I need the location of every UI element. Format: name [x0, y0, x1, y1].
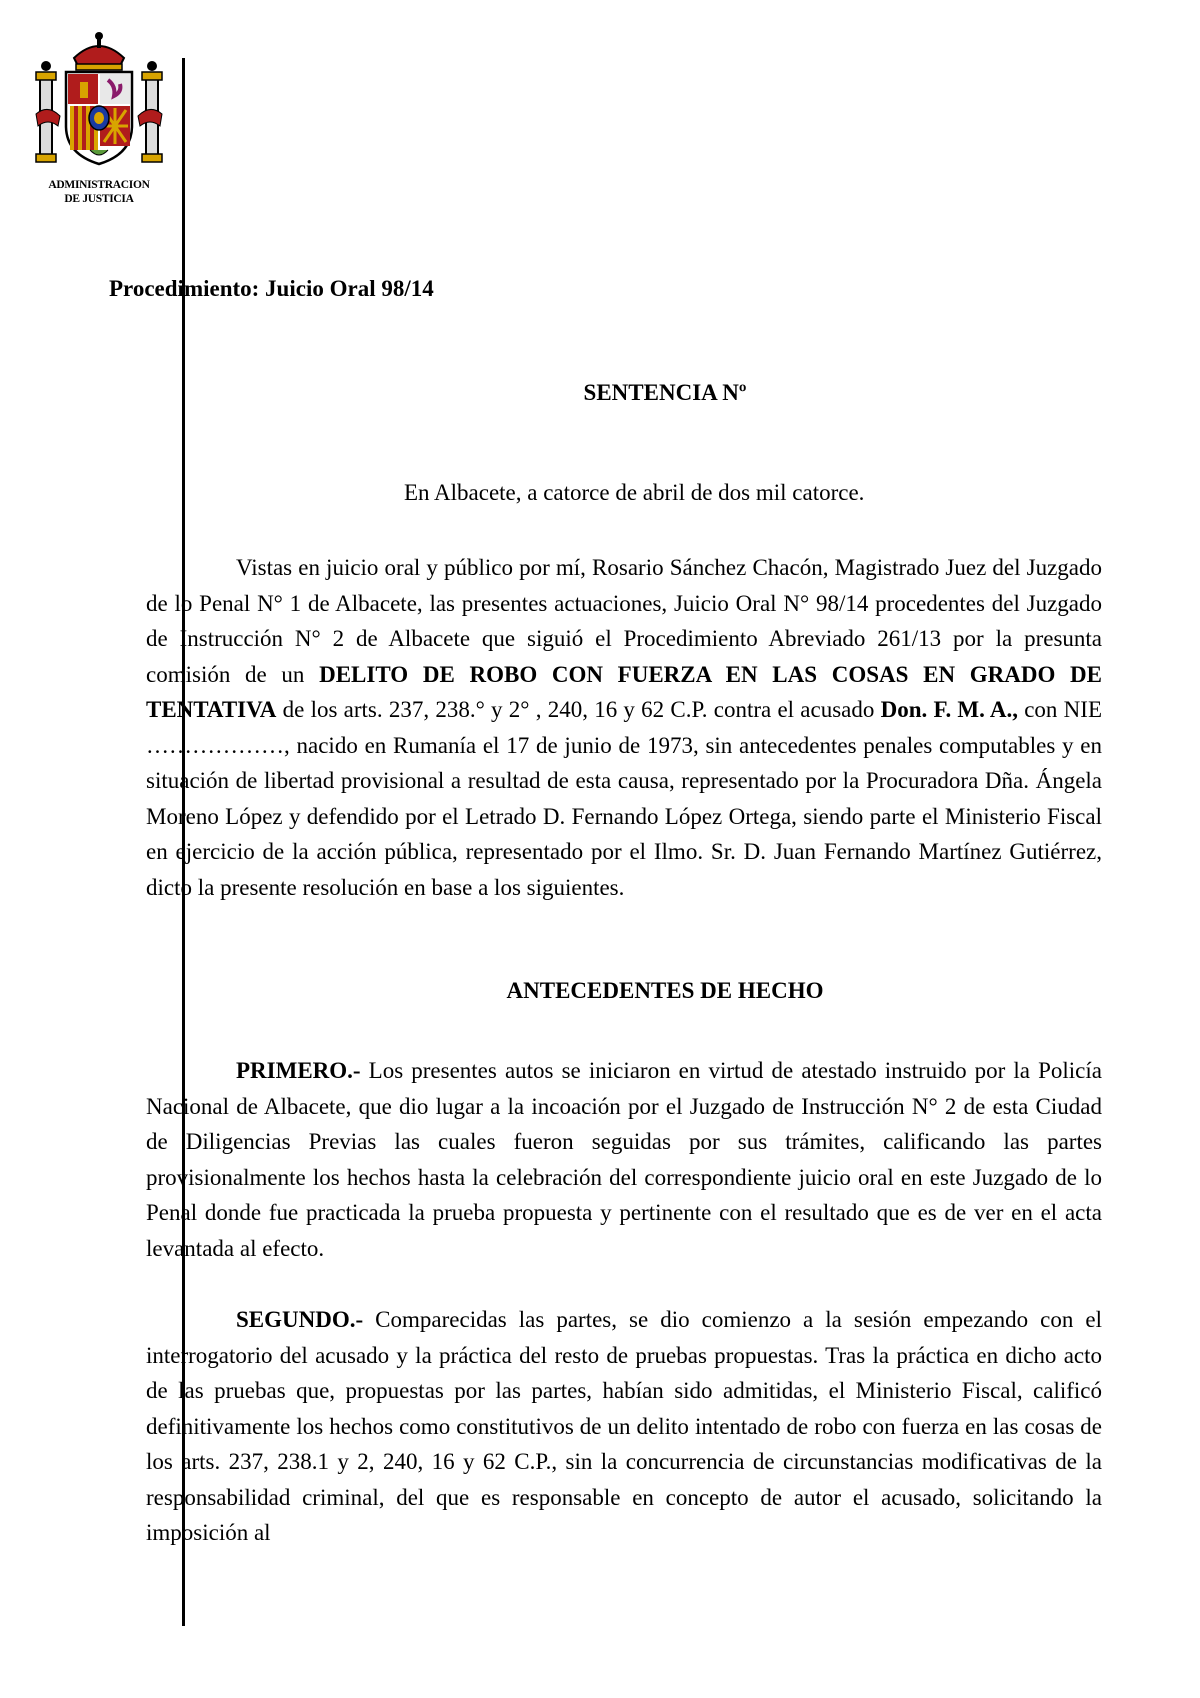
- paragraph-segundo: [146, 1302, 1102, 1551]
- segundo-label: SEGUNDO.-: [236, 1307, 364, 1332]
- crest-caption: [24, 178, 174, 206]
- intro-text-a: Vistas en juicio oral y público por mí, Rosario Sánchez Chacón, Magistrado Juez del Juzgado de lo Penal N° 1 de Albacete, las presentes actuaciones, Juicio Oral N° 98/14 procedentes del Juzgado de Instrucción N° 2 de Albacete que siguió el Procedimiento Abreviado 261/13 por la presunta comisión de un: [146, 555, 1102, 687]
- procedure-line: Procedimiento: Juicio Oral 98/14: [109, 276, 434, 301]
- intro-text-c: de los arts. 237, 238.° y 2° , 240, 16 y 62 C.P. contra el acusado: [276, 697, 881, 722]
- document-title: SENTENCIA Nº: [583, 380, 747, 405]
- intro-accused: Don. F. M. A.,: [880, 697, 1018, 722]
- paragraph-primero: [146, 1053, 1102, 1266]
- intro-text-e: con NIE ………………, nacido en Rumanía el 17 de junio de 1973, sin antecedentes penales computables y en situación de libertad provisional a resultad de esta causa, representado por la Procuradora Dña. Ángela Moreno López y defendido por el Letrado D. Fernando López Ortega, siendo parte el Ministerio Fiscal en ejercicio de la acción pública, representado por el Ilmo. Sr. D. Juan Fernando Martínez Gutiérrez, dicto la presente resolución en base a los siguientes.: [146, 697, 1102, 900]
- section-heading: ANTECEDENTES DE HECHO: [506, 978, 824, 1003]
- segundo-text: Comparecidas las partes, se dio comienzo a la sesión empezando con el interrogatorio del acusado y la práctica del resto de pruebas propuestas. Tras la práctica en dicho acto de las pruebas que, propuestas por las partes, habían sido admitidas, el Ministerio Fiscal, calificó definitivamente los hechos como constitutivos de un delito intentado de robo con fuerza en las cosas de los arts. 237, 238.1 y 2, 240, 16 y 62 C.P., sin la concurrencia de circunstancias modificativas de la responsabilidad criminal, del que es responsable en concepto de autor el acusado, solicitando la imposición al: [146, 1307, 1102, 1545]
- intro-charge: DELITO DE ROBO CON FUERZA EN LAS COSAS EN GRADO DE TENTATIVA: [146, 661, 1102, 722]
- crest-caption-line2: DE JUSTICIA: [64, 193, 134, 205]
- primero-label: PRIMERO.-: [236, 1058, 361, 1083]
- primero-text: Los presentes autos se iniciaron en virtud de atestado instruido por la Policía Nacional de Albacete, que dio lugar a la incoación por el Juzgado de Instrucción N° 2 de esta Ciudad de Diligencias Previas las cuales fueron seguidas por sus trámites, calificando las partes provisionalmente los hechos hasta la celebración del correspondiente juicio oral en este Juzgado de lo Penal donde fue practicada la prueba propuesta y pertinente con el resultado que es de ver en el acta levantada al efecto.: [146, 1058, 1102, 1261]
- date-line: En Albacete, a catorce de abril de dos mil catorce.: [404, 480, 865, 505]
- coat-of-arms-icon: [34, 26, 164, 176]
- crest-caption-line1: ADMINISTRACION: [48, 179, 150, 191]
- paragraph-intro: [146, 550, 1102, 905]
